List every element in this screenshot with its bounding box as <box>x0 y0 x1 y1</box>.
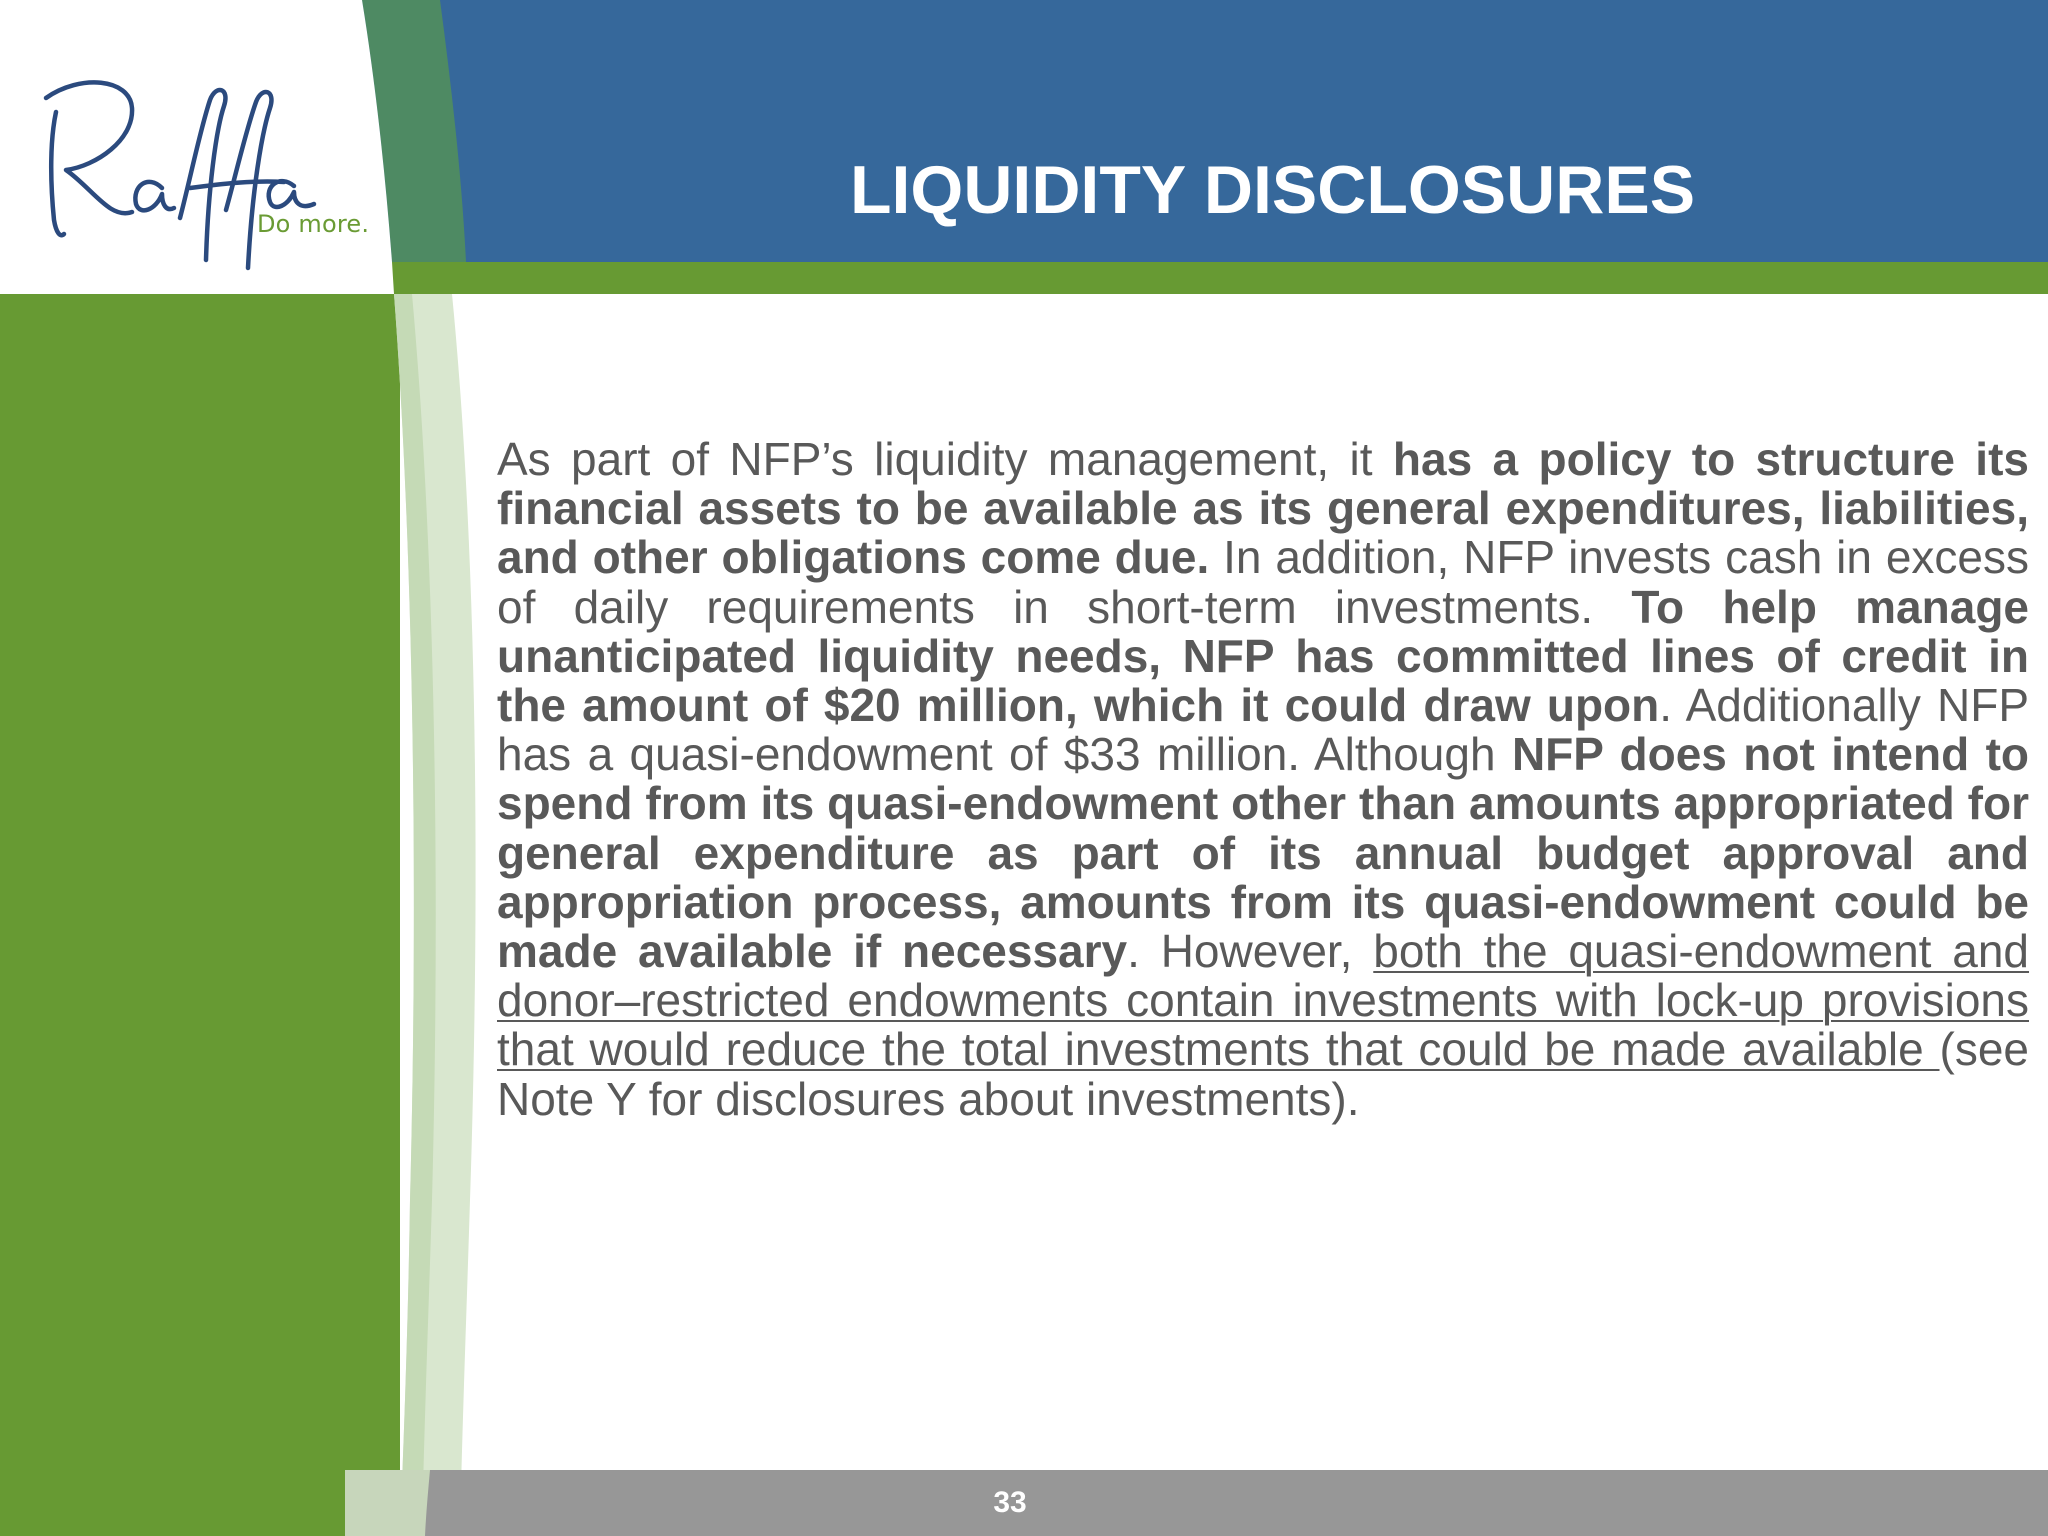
page-title: LIQUIDITY DISCLOSURES <box>850 152 1696 228</box>
body-segment-5: . Additionally NFP has a quasi-endowment of $33 million. Although <box>497 679 2029 781</box>
logo-letter-f1 <box>180 90 225 260</box>
logo-letter-a <box>135 182 174 210</box>
body-segment-6: NFP does not intend to spend from its quasi-endowment other than amounts appropriated for general expenditure as part of its annual budget approval and appropriation process, amounts from its quasi-endowment could be made available if necessary <box>497 728 2029 978</box>
header-green-band <box>380 262 2048 294</box>
body-segment-1: As part of NFP’s liquidity management, it <box>497 433 1393 485</box>
body-segment-2: has a policy to structure its financial assets to be available as its general expenditures, liabilities, and other obligations come due. <box>497 433 2029 584</box>
body-paragraph <box>497 435 2029 1124</box>
logo-letter-r <box>51 112 64 235</box>
body-segment-8: both the quasi-endowment and donor–restricted endowments contain investments with lock-up provisions that would reduce the total investments that could be made available <box>497 925 2030 1076</box>
body-segment-4: To help manage unanticipated liquidity needs, NFP has committed lines of credit in the amount of $20 million, which it could draw upon <box>497 580 2029 732</box>
logo-letter-a2 <box>269 181 314 207</box>
body-segment-9: (see Note Y for disclosures about investments). <box>497 1023 2029 1125</box>
page-number: 33 <box>993 1486 1027 1519</box>
body-segment-3: In addition, NFP invests cash in excess of daily requirements in short-term investments. <box>497 531 2029 633</box>
left-green-panel <box>0 294 400 1536</box>
raffa-logo <box>40 70 370 280</box>
body-segment-7: . However, <box>1127 925 1374 978</box>
logo-letter-r-bowl <box>46 82 132 213</box>
logo-tagline: Do more. <box>257 210 370 238</box>
